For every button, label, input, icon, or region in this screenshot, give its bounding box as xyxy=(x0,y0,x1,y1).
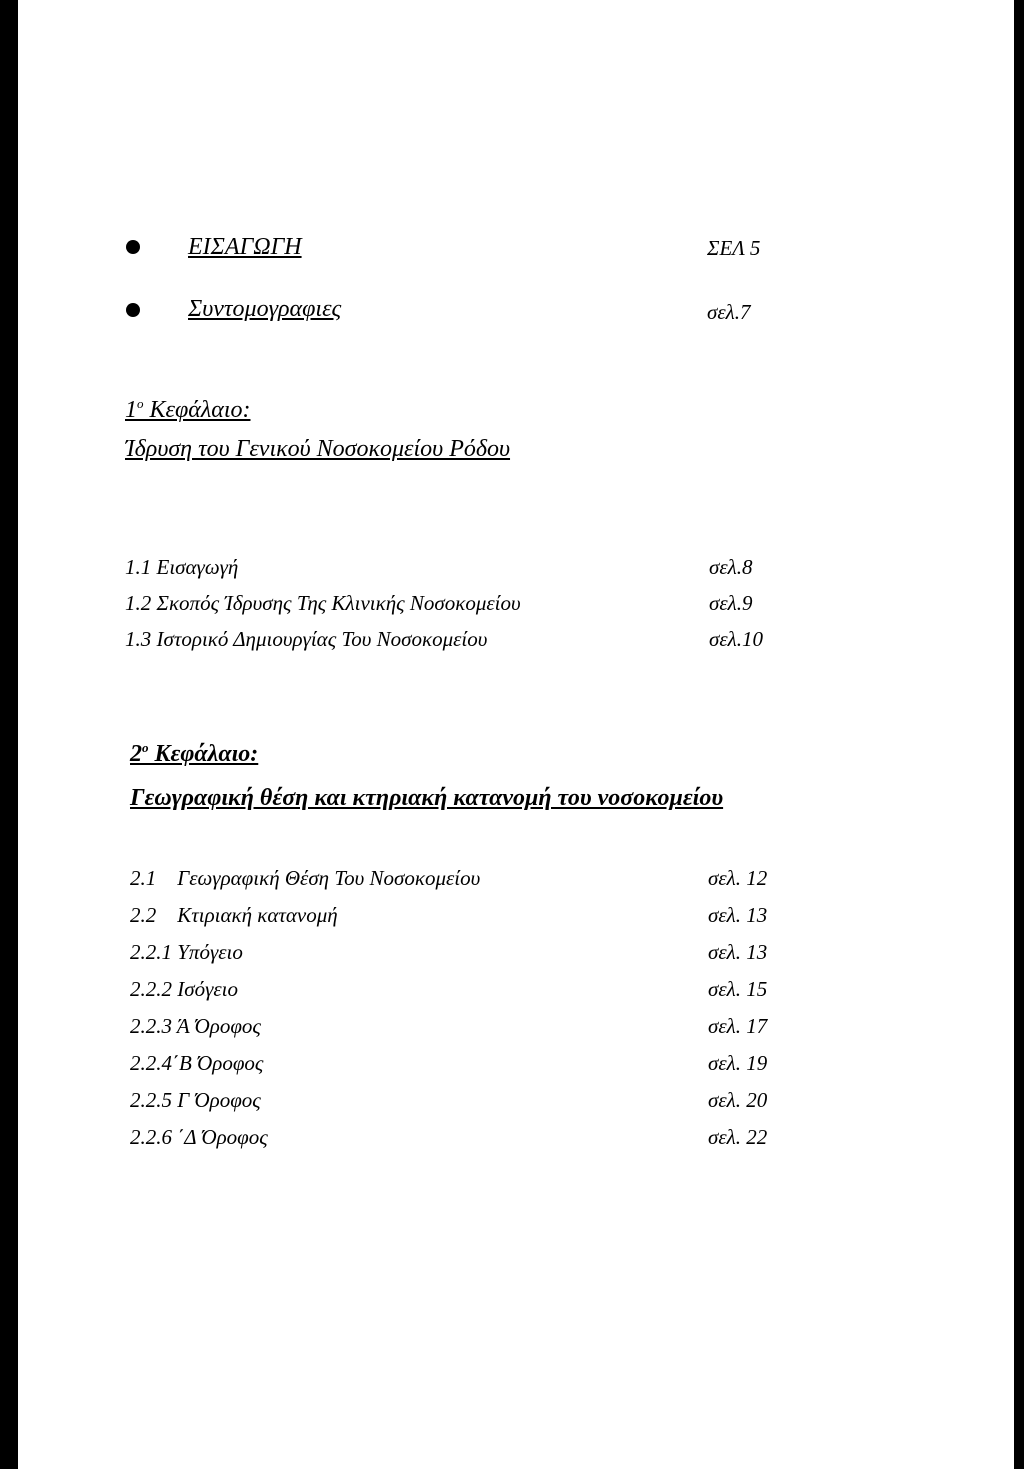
toc-page: σελ. 13 xyxy=(708,940,768,964)
chapter2-heading-text: Κεφάλαιο: xyxy=(154,741,259,767)
toc-entry[interactable]: 2.2 Κτιριακή κατανομή xyxy=(130,903,338,927)
toc-entry[interactable]: 2.2.4΄Β Όροφος xyxy=(130,1051,264,1075)
toc-page-introduction: ΣΕΛ 5 xyxy=(707,236,761,260)
toc-entry[interactable]: 2.2.3 Ά Όροφος xyxy=(130,1014,261,1038)
toc-page: σελ. 20 xyxy=(708,1088,768,1112)
chapter1-title: Ίδρυση του Γενικού Νοσοκομείου Ρόδου xyxy=(125,436,511,462)
toc-entry[interactable]: 1.1 Εισαγωγή xyxy=(125,555,239,579)
chapter2-number: 2 xyxy=(130,741,142,767)
toc-page: σελ. 17 xyxy=(708,1014,768,1038)
chapter1-heading xyxy=(125,397,251,424)
toc-page: σελ. 22 xyxy=(708,1125,768,1149)
bullet-icon xyxy=(126,303,140,317)
chapter1-heading-text: Κεφάλαιο: xyxy=(149,397,251,423)
toc-entry-abbreviations[interactable]: Συντομογραφιες xyxy=(188,296,342,322)
toc-page: σελ.10 xyxy=(709,627,763,651)
toc-page: σελ. 19 xyxy=(708,1051,768,1075)
toc-page-abbreviations: σελ.7 xyxy=(707,300,751,324)
chapter1-number: 1 xyxy=(125,397,137,423)
toc-page: σελ. 15 xyxy=(708,977,768,1001)
chapter1-ordinal: ο xyxy=(137,396,144,411)
toc-entry-introduction[interactable]: ΕΙΣΑΓΩΓΗ xyxy=(188,234,302,260)
chapter2-ordinal: ο xyxy=(142,740,149,755)
toc-entry[interactable]: 1.2 Σκοπός Ίδρυσης Της Κλινικής Νοσοκομείου xyxy=(125,591,521,615)
chapter2-title: Γεωγραφική θέση και κτηριακή κατανομή του νοσοκομείου xyxy=(130,785,724,811)
toc-page: σελ. 12 xyxy=(708,866,768,890)
document-page xyxy=(18,0,1014,1469)
chapter2-heading xyxy=(130,741,258,768)
toc-page: σελ. 13 xyxy=(708,903,768,927)
bullet-icon xyxy=(126,240,140,254)
toc-page: σελ.8 xyxy=(709,555,753,579)
toc-entry[interactable]: 1.3 Ιστορικό Δημιουργίας Του Νοσοκομείου xyxy=(125,627,488,651)
toc-entry[interactable]: 2.2.6 ΄Δ Όροφος xyxy=(130,1125,268,1149)
toc-entry[interactable]: 2.1 Γεωγραφική Θέση Του Νοσοκομείου xyxy=(130,866,481,890)
toc-page: σελ.9 xyxy=(709,591,753,615)
toc-entry[interactable]: 2.2.1 Υπόγειο xyxy=(130,940,243,964)
toc-entry[interactable]: 2.2.2 Ισόγειο xyxy=(130,977,238,1001)
toc-entry[interactable]: 2.2.5 Γ Όροφος xyxy=(130,1088,261,1112)
